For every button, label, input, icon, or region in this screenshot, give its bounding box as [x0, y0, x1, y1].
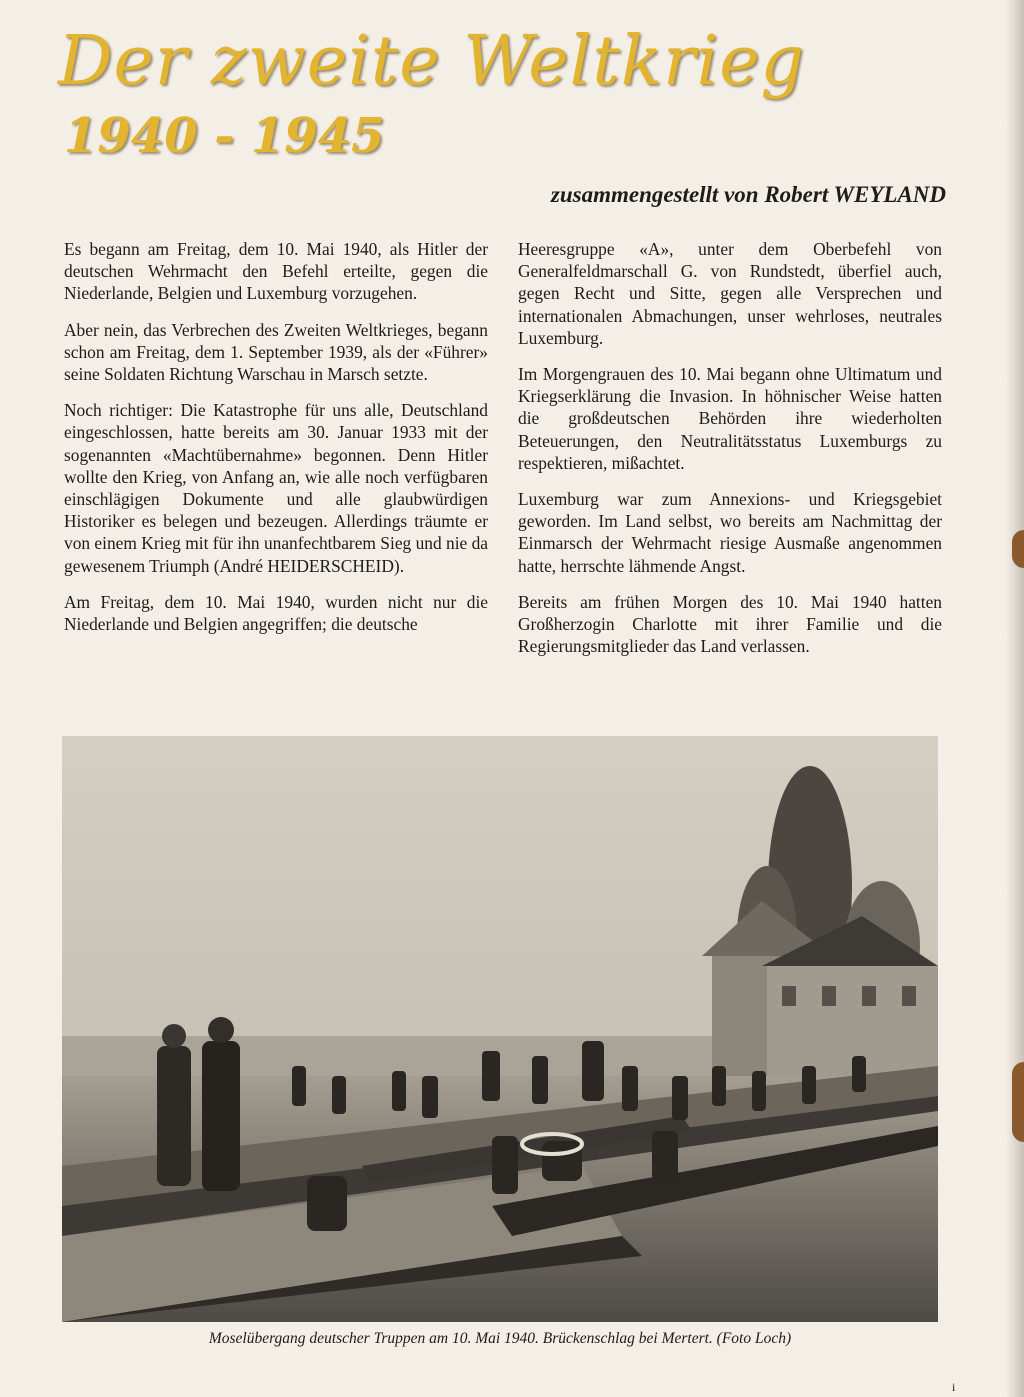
paragraph: Noch richtiger: Die Katastrophe für uns alle, Deutschland eingeschlossen, hatte bereits am 30. Januar 1933 mit der sogenannten «Machtübernahme» begonnen. Denn Hitler wollte den Krieg, von Anfang an, wie alle noch verfügbaren einschlägigen Dokumente und alle glaubwürdigen Historiker es belegen und bezeugen. Allerdings träumte er von einem Krieg mit für ihn unanfechtbarem Sieg und nie da gewesenem Triumph (André HEIDERSCHEID). [64, 400, 489, 576]
page-title: Der zweite Weltkrieg [58, 22, 805, 101]
paragraph: Am Freitag, dem 10. Mai 1940, wurden nicht nur die Niederlande und Belgien angegriffen; die deutsche [64, 591, 488, 635]
historical-photo [62, 736, 938, 1322]
page-subtitle-years: 1940 - 1945 [64, 108, 385, 164]
paragraph: Es begann am Freitag, dem 10. Mai 1940, als Hitler der deutschen Wehrmacht den Befehl erteilte, gegen die Niederlande, Belgien und Luxemburg vorzugehen. [64, 239, 488, 304]
paragraph: Bereits am frühen Morgen des 10. Mai 1940 hatten Großherzogin Charlotte mit ihrer Familie und die Regierungsmitglieder das Land verlassen. [518, 591, 942, 657]
photo-caption: Moselübergang deutscher Truppen am 10. Mai 1940. Brückenschlag bei Mertert. (Foto Loch) [208, 1330, 792, 1347]
paragraph: Im Morgengrauen des 10. Mai begann ohne Ultimatum und Kriegserklärung die Invasion. In höhnischer Weise hatten die großdeutschen Behörden ihre wiederholten Beteuerungen, den Neutralitätsstatus Luxemburgs zu respektieren, mißachtet. [518, 364, 942, 473]
paragraph: Aber nein, das Verbrechen des Zweiten Weltkrieges, begann schon am Freitag, dem 1. September 1939, als der «Führer» seine Soldaten Richtung Warschau in Marsch setzte. [64, 319, 488, 385]
page-number: i [952, 1380, 956, 1394]
paragraph: Luxemburg war zum Annexions- und Kriegsgebiet geworden. Im Land selbst, wo bereits am Nachmittag der Einmarsch der Wehrmacht riesige Ausmaße angenommen hatte, herrschte lähmende Angst. [518, 489, 942, 576]
side-tab-mark [1012, 1062, 1024, 1142]
article-column-left [64, 238, 488, 649]
article-column-right [518, 238, 942, 671]
author-byline: zusammengestellt von Robert WEYLAND [550, 182, 946, 207]
side-tab-mark [1012, 530, 1024, 568]
photo-illustration [62, 736, 938, 1322]
page-edge-shadow [1006, 0, 1024, 1397]
paragraph: Heeresgruppe «A», unter dem Oberbefehl von Generalfeldmarschall G. von Rundstedt, überfiel auch, gegen Recht und Sitte, gegen alle Versprechen und internationalen Abmachungen, unser wehrloses, neutrales Luxemburg. [518, 239, 942, 348]
